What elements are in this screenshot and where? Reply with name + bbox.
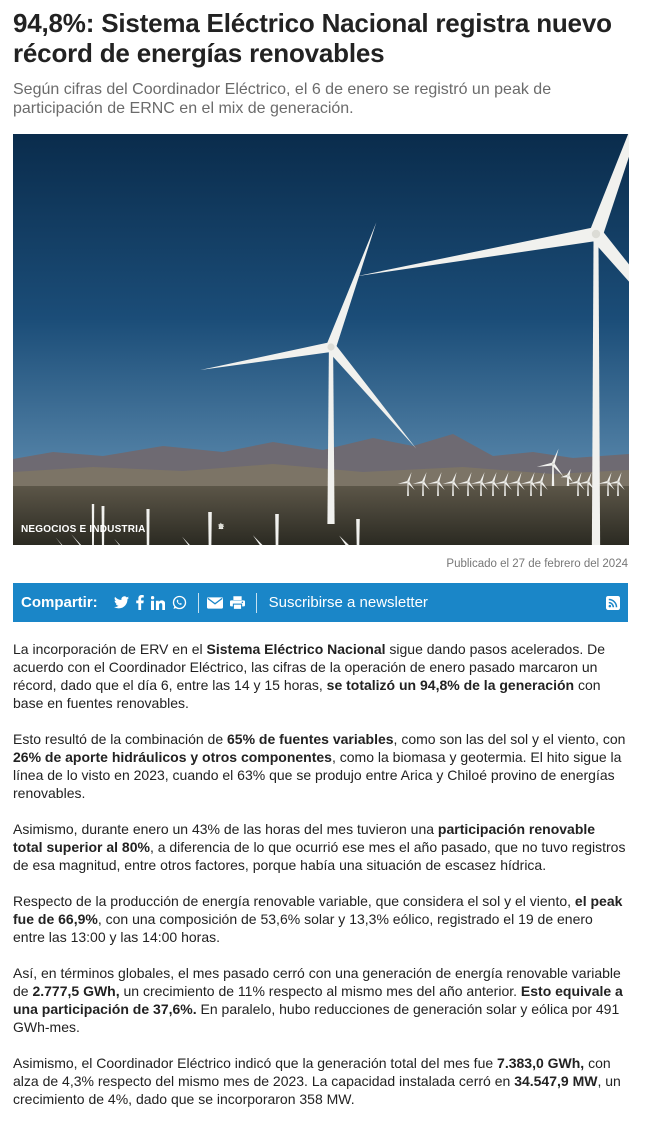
highlight-text: 2.777,5 GWh,: [32, 983, 120, 999]
turbine-hub: [567, 475, 569, 477]
highlight-text: 34.547,9 MW: [514, 1073, 598, 1089]
paragraph-text: Esto resultó de la combinación de: [13, 731, 228, 747]
highlight-text: 26% de aporte hidráulicos y otros componentes: [13, 749, 332, 765]
paragraph-text: , como la biomasa y geotermia. El hito sigue la línea de lo visto en 2023, cuando el 63% que se produjo entre Arica y Chiloé provino de energías renovables.: [13, 749, 622, 801]
highlight-text: 65% de fuentes variables: [227, 731, 394, 747]
paragraph-text: con alza de 4,3% respecto del mismo mes de 2023. La capacidad instalada cerró en: [13, 1055, 611, 1089]
whatsapp-icon[interactable]: [172, 593, 187, 613]
turbine-hub: [492, 481, 494, 483]
paragraph-text: Respecto de la producción de energía renovable variable, que considera el sol y el viento,: [13, 893, 575, 909]
turbine-hub: [607, 481, 609, 483]
turbine-hub: [577, 481, 579, 483]
article-body: [13, 640, 628, 1108]
turbine-hub: [530, 481, 532, 483]
article-paragraph: [13, 1054, 628, 1108]
paragraph-text: , un crecimiento de 4%, dado que se incorporaron 358 MW.: [13, 1073, 621, 1107]
paragraph-text: un crecimiento de 11% respecto al mismo mes del año anterior.: [119, 983, 521, 999]
turbine-hub: [437, 481, 439, 483]
highlight-text: 7.383,0 GWh,: [497, 1055, 585, 1071]
article: [0, 8, 648, 1108]
share-separator: [256, 593, 257, 613]
category-tag[interactable]: NEGOCIOS E INDUSTRIA: [21, 524, 146, 535]
paragraph-text: , con una composición de 53,6% solar y 13,3% eólico, registrado el 19 de enero entre las 13:00 y las 14:00 horas.: [13, 911, 593, 945]
article-paragraph: [13, 820, 628, 874]
article-title: 94,8%: Sistema Eléctrico Nacional registra nuevo récord de energías renovables: [13, 8, 612, 68]
turbine-hub: [327, 343, 334, 350]
turbine-hub: [517, 481, 519, 483]
turbine-hub: [540, 481, 542, 483]
highlight-text: el peak fue de 66,9%: [13, 893, 623, 927]
turbine-hub: [504, 481, 506, 483]
paragraph-text: Así, en términos globales, el mes pasado cerró con una generación de energía renovable variable de: [13, 965, 621, 999]
print-icon[interactable]: [230, 593, 245, 613]
highlight-text: Esto equivale a una participación de 37,6%.: [13, 983, 623, 1017]
turbine-hub: [219, 524, 224, 529]
paragraph-text: , como son las del sol y el viento, con: [393, 731, 626, 747]
twitter-icon[interactable]: [114, 593, 129, 613]
turbine-tower: [208, 512, 212, 545]
highlight-text: se totalizó un 94,8% de la generación: [326, 677, 575, 693]
highlight-text: participación renovable total superior al 80%: [13, 821, 596, 855]
paragraph-text: sigue dando pasos acelerados. De acuerdo con el Coordinador Eléctrico, las cifras de la operación de enero pasado marcaron un récord, dado que el día 6, entre las 14 y 15 horas,: [13, 641, 605, 693]
turbine-hub: [407, 481, 409, 483]
turbine-hub: [422, 481, 424, 483]
email-icon[interactable]: [207, 593, 223, 613]
share-separator: [198, 593, 199, 613]
share-label: Compartir:: [21, 594, 98, 611]
turbine-hub: [552, 463, 554, 465]
article-subtitle: Según cifras del Coordinador Eléctrico, el 6 de enero se registró un peak de participación de ERNC en el mix de generación.: [13, 81, 552, 117]
paragraph-text: En paralelo, hubo reducciones de generación solar y eólica por 491 GWh-mes.: [13, 1001, 620, 1035]
linkedin-icon[interactable]: [151, 593, 165, 613]
turbine-tower: [275, 514, 279, 545]
paragraph-text: Asimismo, el Coordinador Eléctrico indicó que la generación total del mes fue: [13, 1055, 498, 1071]
article-paragraph: [13, 640, 628, 712]
paragraph-text: con base en fuentes renovables.: [13, 677, 601, 711]
paragraph-text: Asimismo, durante enero un 43% de las horas del mes tuvieron una: [13, 821, 438, 837]
turbine-hub: [617, 481, 619, 483]
facebook-icon[interactable]: [136, 593, 144, 613]
highlight-text: Sistema Eléctrico Nacional: [206, 641, 386, 657]
wind-farm-photo: [13, 134, 629, 545]
hero-image: [13, 134, 629, 545]
turbine-tower: [146, 509, 149, 545]
rss-icon[interactable]: [606, 593, 620, 613]
article-paragraph: [13, 730, 628, 802]
turbine-hub: [452, 481, 454, 483]
article-paragraph: [13, 964, 628, 1036]
turbine-hub: [592, 230, 600, 238]
turbine-hub: [467, 481, 469, 483]
newsletter-link[interactable]: Suscribirse a newsletter: [268, 594, 428, 611]
turbine-tower: [356, 519, 360, 545]
paragraph-text: La incorporación de ERV en el: [13, 641, 207, 657]
publish-date: Publicado el 27 de febrero del 2024: [446, 558, 628, 570]
share-bar: [13, 583, 628, 622]
turbine-hub: [587, 481, 589, 483]
paragraph-text: , a diferencia de lo que ocurrió ese mes el año pasado, que no tuvo registros de esa magnitud, entre otros factores, porque había una situación de escasez hídrica.: [13, 839, 626, 873]
turbine-hub: [480, 481, 482, 483]
article-paragraph: [13, 892, 628, 946]
